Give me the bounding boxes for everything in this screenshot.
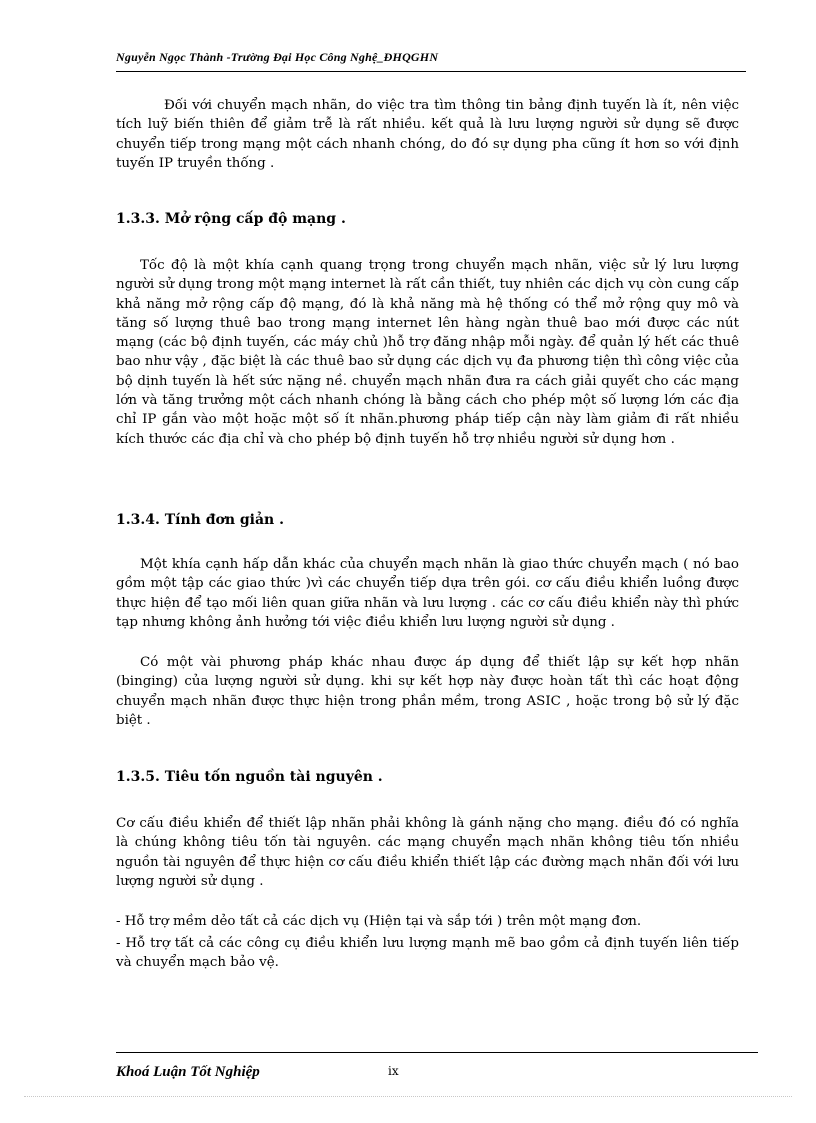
page-header: Nguyễn Ngọc Thành -Trường Đại Học Công Nghệ_ĐHQGHN: [116, 50, 439, 64]
section-1-3-5-paragraph: Cơ cấu điều khiển để thiết lập nhãn phải không là gánh nặng cho mạng. điều đó có nghĩa là chúng không tiêu tốn tài nguyên. các mạng chuyển mạch nhãn không tiêu tốn nhiều nguồn tài nguyên để thực hiện cơ cấu điều khiển thiết lập các đường mạch nhãn đối với lưu lượng người sử dụng .: [116, 816, 739, 889]
page-bottom-border: [24, 1096, 792, 1097]
section-heading-1-3-3: 1.3.3. Mở rộng cấp độ mạng .: [116, 211, 346, 227]
bullet-item: - Hỗ trợ tất cả các công cụ điều khiển lưu lượng mạnh mẽ bao gồm cả định tuyến liên tiếp và chuyển mạch bảo vệ.: [116, 936, 739, 971]
bullet-item: - Hỗ trợ mềm dẻo tất cả các dịch vụ (Hiện tại và sắp tới ) trên một mạng đơn.: [116, 914, 642, 929]
intro-paragraph: Đối với chuyển mạch nhãn, do việc tra tìm thông tin bảng định tuyến là ít, nên việc tích luỹ biến thiên để giảm trễ là rất nhiều. kết quả là lưu lượng người sử dụng sẽ được chuyển tiếp trong mạng một cách nhanh chóng, do đó sự dụng pha cũng ít hơn so với định tuyến IP truyền thống .: [116, 98, 739, 171]
footer-title: Khoá Luận Tốt Nghiệp: [116, 1064, 260, 1080]
section-heading-1-3-4: 1.3.4. Tính đơn giản .: [116, 512, 284, 528]
page-number: ix: [388, 1064, 399, 1078]
section-1-3-4-paragraph-2: Có một vài phương pháp khác nhau được áp dụng để thiết lập sự kết hợp nhãn (binging) của lượng người sử dụng. khi sự kết hợp này được hoàn tất thì các hoạt động chuyển mạch nhãn được thực hiện trong phần mềm, trong ASIC , hoặc trong bộ sử lý đặc biệt .: [116, 655, 739, 728]
section-heading-1-3-5: 1.3.5. Tiêu tốn nguồn tài nguyên .: [116, 769, 383, 785]
footer-divider: [116, 1052, 758, 1053]
section-1-3-3-paragraph: Tốc độ là một khía cạnh quang trọng trong chuyển mạch nhãn, việc sử lý lưu lượng người sử dụng trong một mạng internet là rất cần thiết, tuy nhiên các dịch vụ còn cung cấp khả năng mở rộng cấp độ mạng, đó là khả năng mà hệ thống có thể mở rộng quy mô và tăng số lượng thuê bao trong mạng internet lên hàng ngàn thuê bao mới được các nút mạng (các bộ định tuyến, các máy chủ )hỗ trợ đăng nhập mỗi ngày. để quản lý hết các thuê bao như vậy , đặc biệt là các thuê bao sử dụng các dịch vụ đa phương tiện thì công việc của bộ dịnh tuyến là hết sức nặng nề. chuyển mạch nhãn đưa ra cách giải quyết cho các mạng lớn và tăng trưởng một cách nhanh chóng là bằng cách cho phép một số lượng lớn các địa chỉ IP gắn vào một hoặc một số ít nhãn.phương pháp tiếp cận này làm giảm đi rất nhiều kích thước các địa chỉ và cho phép bộ định tuyến hỗ trợ nhiều người sử dụng hơn .: [116, 258, 739, 447]
section-1-3-4-paragraph-1: Một khía cạnh hấp dẫn khác của chuyển mạch nhãn là giao thức chuyển mạch ( nó bao gồm một tập các giao thức )vì các chuyển tiếp dựa trên gói. cơ cấu điều khiển luồng được thực hiện để tạo mối liên quan giữa nhãn và lưu lượng . các cơ cấu điều khiển này thì phức tạp nhưng không ảnh hưởng tới việc điều khiển lưu lượng người sử dụng .: [116, 557, 739, 630]
header-divider: [116, 71, 746, 72]
